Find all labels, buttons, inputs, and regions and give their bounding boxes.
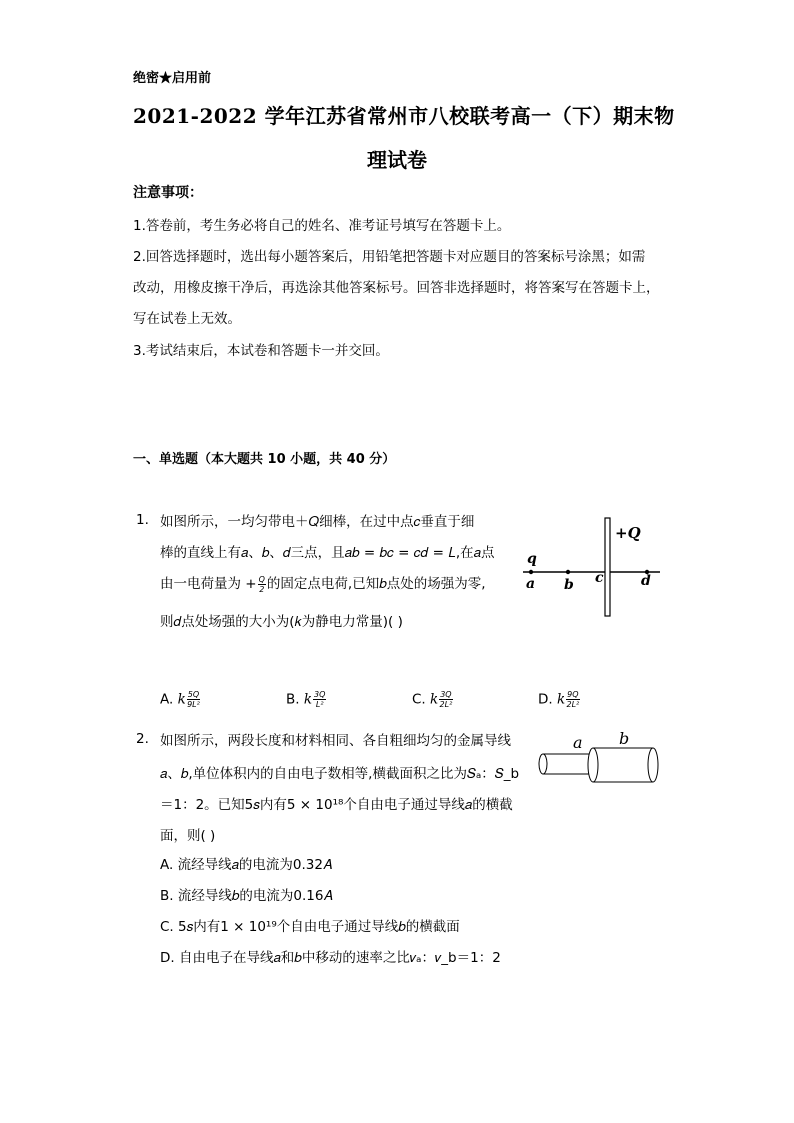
q2-figure [535, 728, 665, 788]
q1-line-1: 如图所示，一均匀带电＋𝑄细棒，在过中点𝑐垂直于细 [160, 514, 475, 530]
q1-figure-charge-label: +Q [615, 524, 641, 542]
q1-option-d-den: 2L² [566, 700, 580, 709]
section-title: 一、单选题（本大题共 10 小题，共 40 分） [133, 452, 396, 467]
secret-mark: 绝密★启用前 [133, 71, 212, 86]
q1-option-b-den: L² [315, 700, 324, 709]
q1-fraction [258, 575, 266, 594]
q2-option-a[interactable]: A. 流经导线𝑎的电流为0.32𝐴 [160, 857, 332, 873]
q2-line-1: 如图所示，两段长度和材料相同、各自粗细均匀的金属导线 [160, 733, 511, 749]
q2-figure-wire-b-join [588, 748, 598, 782]
q2-figure-label-a: a [573, 733, 583, 752]
q1-fraction-num: Q [258, 574, 265, 584]
q2-option-b[interactable]: B. 流经导线𝑏的电流为0.16𝐴 [160, 888, 333, 904]
q2-figure-wire-b-body [593, 748, 653, 782]
q1-option-a-frac [187, 690, 200, 709]
q1-option-a-letter: A. [160, 691, 174, 708]
q1-figure-label-q: q [527, 551, 537, 567]
q1-option-d-frac [566, 690, 579, 709]
q1-option-a-den: 9L² [187, 700, 200, 709]
notice-item-2-line-1: 2.回答选择题时，选出每小题答案后，用铅笔把答题卡对应题目的答案标号涂黑；如需 [133, 249, 646, 265]
q1-line-3-post: 的固定点电荷,已知𝑏点处的场强为零, [266, 576, 486, 592]
q1-figure-point-a-dot [529, 570, 533, 574]
q1-option-d[interactable] [538, 690, 581, 709]
q1-option-c-num: 3Q [440, 690, 452, 699]
q2-line-3: ＝1：2。已知5𝑠内有5 × 10¹⁸个自由电子通过导线𝑎的横截 [160, 797, 513, 813]
q1-option-b-k: k [303, 691, 313, 708]
q1-line-3 [160, 572, 486, 594]
q1-fraction-den: 2 [259, 584, 265, 594]
notice-item-3: 3.考试结束后，本试卷和答题卡一并交回。 [133, 343, 389, 359]
q1-number: 1. [136, 512, 149, 528]
q1-option-a-num: 5Q [187, 690, 200, 699]
page-title-line2: 理试卷 [367, 148, 427, 172]
notice-item-1: 1.答卷前，考生务必将自己的姓名、准考证号填写在答题卡上。 [133, 218, 511, 234]
q1-option-d-num: 9Q [567, 690, 579, 699]
q2-line-4: 面，则( ) [160, 828, 216, 844]
q1-option-b-frac [313, 690, 326, 709]
q2-figure-wire-a-end [539, 754, 547, 774]
notice-heading: 注意事项： [133, 185, 203, 201]
q2-option-d[interactable]: D. 自由电子在导线𝑎和𝑏中移动的速率之比𝑣ₐ：𝑣_b＝1：2 [160, 950, 501, 966]
q1-figure-label-c: c [595, 570, 604, 586]
q1-option-c-letter: C. [412, 691, 426, 708]
q1-option-c-k: k [430, 691, 439, 708]
q1-figure-rod [605, 518, 610, 616]
q1-figure-point-b-dot [566, 570, 570, 574]
q1-option-a-k: k [177, 691, 186, 708]
q1-line-3-pre: 由一电荷量为 + [160, 576, 257, 592]
q1-option-c-frac [439, 690, 452, 709]
q1-option-d-k: k [556, 691, 566, 708]
q2-line-2: 𝑎、𝑏,单位体积内的自由电子数相等,横截面积之比为𝑆ₐ：𝑆_b [160, 766, 520, 782]
q1-option-c[interactable] [412, 690, 454, 709]
notice-item-2-line-2: 改动，用橡皮擦干净后，再选涂其他答案标号。回答非选择题时，将答案写在答题卡上， [133, 280, 660, 296]
notice-item-2-line-3: 写在试卷上无效。 [133, 311, 241, 327]
q2-number: 2. [136, 731, 149, 747]
q1-line-4: 则𝑑点处场强的大小为(𝑘为静电力常量)( ) [160, 614, 403, 630]
q1-option-a[interactable] [160, 690, 201, 709]
q1-figure-label-a: a [526, 576, 536, 592]
page-title-line1: 2021-2022 学年江苏省常州市八校联考高一（下）期末物 [133, 104, 675, 128]
q1-figure-label-b: b [564, 577, 574, 593]
q2-option-c[interactable]: C. 5𝑠内有1 × 10¹⁹个自由电子通过导线𝑏的横截面 [160, 919, 460, 935]
q2-figure-wire-b-end [648, 748, 658, 782]
q1-option-b[interactable] [286, 690, 327, 709]
q1-figure-label-d: d [641, 573, 651, 589]
q1-line-2: 棒的直线上有𝑎、𝑏、𝑑三点，且𝑎𝑏 = 𝑏𝑐 = 𝑐𝑑 = 𝐿,在𝑎点 [160, 545, 495, 561]
q1-figure [515, 512, 665, 622]
q1-option-d-letter: D. [538, 691, 553, 708]
q1-option-b-letter: B. [286, 691, 300, 708]
q2-figure-label-b: b [619, 729, 630, 748]
q2-figure-wire-a-body [543, 754, 593, 774]
q1-option-b-num: 3Q [314, 690, 326, 699]
q1-option-c-den: 2L² [439, 700, 453, 709]
